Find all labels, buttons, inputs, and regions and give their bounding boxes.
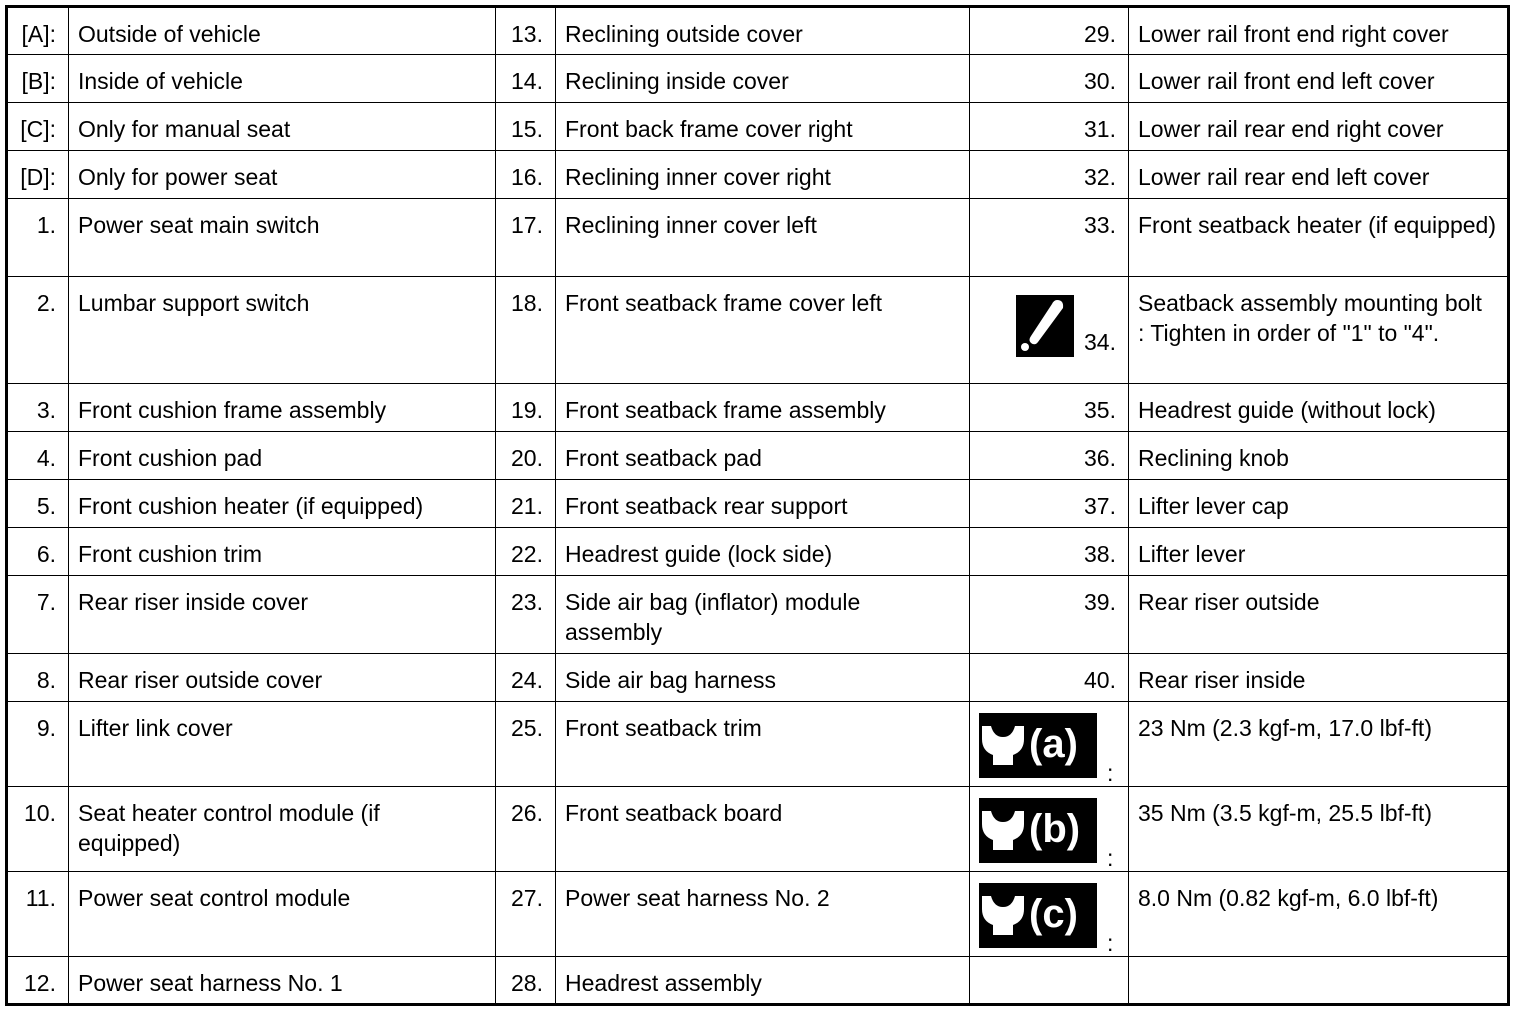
item-label: Power seat main switch	[69, 199, 496, 277]
legend-row	[7, 787, 1509, 872]
item-number: 25.	[496, 702, 556, 787]
item-number: [D]:	[7, 151, 69, 199]
colon-separator: :	[1107, 845, 1114, 871]
item-number: 28.	[496, 957, 556, 1005]
item-label: Reclining inside cover	[556, 55, 970, 103]
legend-row	[7, 654, 1509, 702]
colon-separator: :	[1107, 930, 1114, 956]
item-label: Lower rail rear end left cover	[1129, 151, 1509, 199]
item-number: 22.	[496, 528, 556, 576]
item-label: Rear riser inside cover	[69, 576, 496, 654]
item-label: Only for power seat	[69, 151, 496, 199]
item-label: Rear riser inside	[1129, 654, 1509, 702]
legend-row	[7, 872, 1509, 957]
item-label: Front seatback pad	[556, 432, 970, 480]
item-label: Seat heater control module (if equipped)	[69, 787, 496, 872]
torque-spec-letter: (b)	[1029, 807, 1081, 851]
item-label: Front cushion pad	[69, 432, 496, 480]
item-label: Side air bag (inflator) module assembly	[556, 576, 970, 654]
item-number: 34.	[1084, 329, 1116, 355]
torque-spec-letter: (c)	[1029, 892, 1078, 936]
item-number: 19.	[496, 384, 556, 432]
item-number: 27.	[496, 872, 556, 957]
item-number: 35.	[970, 384, 1129, 432]
item-number: 18.	[496, 277, 556, 384]
item-number: 14.	[496, 55, 556, 103]
legend-row	[7, 528, 1509, 576]
legend-row	[7, 432, 1509, 480]
item-number: 6.	[7, 528, 69, 576]
item-number: 15.	[496, 103, 556, 151]
item-number: 23.	[496, 576, 556, 654]
item-number: 13.	[496, 7, 556, 55]
item-number: 5.	[7, 480, 69, 528]
item-number: 2.	[7, 277, 69, 384]
torque-wrench-icon	[979, 713, 1097, 778]
torque-spec-symbol: b	[1042, 807, 1067, 851]
item-number: 26.	[496, 787, 556, 872]
item-number: 7.	[7, 576, 69, 654]
caution-icon	[1016, 295, 1074, 357]
parts-legend-body	[7, 7, 1509, 1005]
parts-legend-table	[5, 5, 1510, 1006]
item-number: 30.	[970, 55, 1129, 103]
item-number: 16.	[496, 151, 556, 199]
item-label: Front seatback frame assembly	[556, 384, 970, 432]
item-label: Headrest guide (lock side)	[556, 528, 970, 576]
item-number: 29.	[970, 7, 1129, 55]
item-number: 31.	[970, 103, 1129, 151]
item-label: Headrest assembly	[556, 957, 970, 1005]
item-number: [B]:	[7, 55, 69, 103]
item-label: Front cushion frame assembly	[69, 384, 496, 432]
item-label: Lower rail rear end right cover	[1129, 103, 1509, 151]
item-label: Reclining inner cover right	[556, 151, 970, 199]
item-label: Lower rail front end right cover	[1129, 7, 1509, 55]
torque-spec-value: 23 Nm (2.3 kgf-m, 17.0 lbf-ft)	[1129, 702, 1509, 787]
item-note: : Tighten in order of "1" to "4".	[1138, 320, 1440, 346]
item-label: Lumbar support switch	[69, 277, 496, 384]
item-label: Lifter link cover	[69, 702, 496, 787]
item-label	[1129, 957, 1509, 1005]
item-label: Outside of vehicle	[69, 7, 496, 55]
torque-spec-letter: (a)	[1029, 722, 1078, 766]
item-label: Rear riser outside	[1129, 576, 1509, 654]
legend-row	[7, 7, 1509, 55]
item-number: 38.	[970, 528, 1129, 576]
item-number: 10.	[7, 787, 69, 872]
torque-spec-symbol-cell	[970, 872, 1129, 957]
item-label	[1129, 277, 1509, 384]
item-label: Side air bag harness	[556, 654, 970, 702]
torque-spec-symbol: c	[1042, 892, 1065, 936]
item-label: Reclining inner cover left	[556, 199, 970, 277]
torque-spec-value: 8.0 Nm (0.82 kgf-m, 6.0 lbf-ft)	[1129, 872, 1509, 957]
item-number: 39.	[970, 576, 1129, 654]
item-label: Front seatback frame cover left	[556, 277, 970, 384]
item-label: Front cushion trim	[69, 528, 496, 576]
item-label: Only for manual seat	[69, 103, 496, 151]
item-number: 11.	[7, 872, 69, 957]
item-number: 33.	[970, 199, 1129, 277]
item-number: 21.	[496, 480, 556, 528]
item-number	[970, 957, 1129, 1005]
item-number: 12.	[7, 957, 69, 1005]
legend-row	[7, 199, 1509, 277]
torque-wrench-icon	[979, 883, 1097, 948]
item-label: Lifter lever	[1129, 528, 1509, 576]
item-label: Front seatback board	[556, 787, 970, 872]
legend-row	[7, 957, 1509, 1005]
colon-separator: :	[1107, 760, 1114, 786]
item-number: [C]:	[7, 103, 69, 151]
item-number: 8.	[7, 654, 69, 702]
item-label: Reclining knob	[1129, 432, 1509, 480]
legend-row	[7, 384, 1509, 432]
legend-row	[7, 103, 1509, 151]
legend-row	[7, 576, 1509, 654]
item-number: 1.	[7, 199, 69, 277]
item-number: 17.	[496, 199, 556, 277]
item-number: 32.	[970, 151, 1129, 199]
item-label: Power seat harness No. 1	[69, 957, 496, 1005]
item-label: Front seatback rear support	[556, 480, 970, 528]
item-label: Front seatback heater (if equipped)	[1129, 199, 1509, 277]
item-label: Rear riser outside cover	[69, 654, 496, 702]
legend-row	[7, 55, 1509, 103]
item-number: 37.	[970, 480, 1129, 528]
item-number: 40.	[970, 654, 1129, 702]
torque-spec-value: 35 Nm (3.5 kgf-m, 25.5 lbf-ft)	[1129, 787, 1509, 872]
item-number: 36.	[970, 432, 1129, 480]
item-number-with-icon	[970, 277, 1129, 384]
item-label: Reclining outside cover	[556, 7, 970, 55]
item-label: Lifter lever cap	[1129, 480, 1509, 528]
item-label: Power seat control module	[69, 872, 496, 957]
torque-spec-symbol: a	[1042, 722, 1065, 766]
item-label: Inside of vehicle	[69, 55, 496, 103]
item-label: Front seatback trim	[556, 702, 970, 787]
torque-spec-symbol-cell	[970, 702, 1129, 787]
legend-row	[7, 480, 1509, 528]
legend-row	[7, 277, 1509, 384]
item-number: 4.	[7, 432, 69, 480]
item-label: Headrest guide (without lock)	[1129, 384, 1509, 432]
item-label: Front cushion heater (if equipped)	[69, 480, 496, 528]
item-number: 24.	[496, 654, 556, 702]
item-label-text: Seatback assembly mounting bolt	[1138, 290, 1482, 316]
item-number: 9.	[7, 702, 69, 787]
item-label: Power seat harness No. 2	[556, 872, 970, 957]
item-label: Front back frame cover right	[556, 103, 970, 151]
torque-wrench-icon	[979, 798, 1097, 863]
item-number: [A]:	[7, 7, 69, 55]
legend-row	[7, 151, 1509, 199]
item-number: 3.	[7, 384, 69, 432]
item-label: Lower rail front end left cover	[1129, 55, 1509, 103]
legend-row	[7, 702, 1509, 787]
torque-spec-symbol-cell	[970, 787, 1129, 872]
item-number: 20.	[496, 432, 556, 480]
